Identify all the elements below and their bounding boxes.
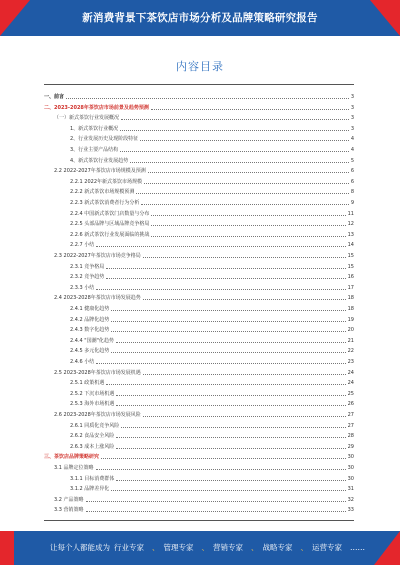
toc-entry-title: 2.2.6 新式茶饮行业发展面临的挑战 [70, 231, 150, 238]
toc-entry-title: 2.4.5 多元化趋势 [70, 348, 110, 355]
toc-entry-title: 2.6.3 成本上涨风险 [70, 443, 115, 450]
toc-entry-page: 15 [347, 263, 354, 270]
toc-entry-page: 28 [347, 433, 354, 440]
toc-entry-page: 30 [347, 454, 354, 461]
toc-leader-dots [143, 374, 346, 375]
toc-entry-page: 18 [347, 306, 354, 312]
footer-slogan [50, 542, 369, 553]
toc-leader-dots [151, 109, 349, 110]
toc-entry-title: 2.4.6 小结 [70, 359, 95, 365]
toc-top-rule [44, 84, 354, 85]
toc-entry-page: 29 [347, 443, 354, 450]
toc-entry-page: 30 [347, 465, 354, 471]
toc-entry-page: 5 [350, 157, 354, 164]
footer-item: 营销专家 [213, 543, 243, 552]
toc-leader-dots [120, 130, 349, 131]
toc-entry-page: 19 [347, 316, 354, 323]
toc-entry[interactable] [70, 209, 354, 217]
toc-leader-dots [106, 384, 345, 385]
toc-leader-dots [111, 310, 345, 311]
toc-entry-page: 20 [347, 327, 354, 334]
toc-entry-page: 11 [347, 210, 354, 217]
toc-entry-title: 4、新式茶饮行业发展趋势 [70, 157, 129, 164]
toc-entry[interactable] [70, 378, 354, 386]
toc-entry-page: 31 [347, 486, 354, 493]
footer-red-block-left [0, 531, 14, 565]
toc-entry[interactable] [54, 368, 354, 376]
toc-leader-dots [148, 172, 349, 173]
toc-entry-page: 3 [350, 104, 354, 111]
report-title: 新消费背景下茶饮店市场分析及品牌策略研究报告 [82, 12, 318, 24]
toc-entry-title: （一）新式茶饮行业发展概况 [54, 115, 120, 122]
toc-entry-title: 2、行业发展历史及现阶段特征 [70, 136, 139, 143]
toc-leader-dots [86, 501, 346, 502]
toc-entry-page: 25 [347, 390, 354, 397]
toc-entry[interactable] [54, 463, 354, 471]
footer-separator: 、 [152, 543, 160, 552]
toc-entry-page: 9 [350, 200, 354, 206]
toc-leader-dots [106, 268, 345, 269]
toc-entry-title: 2.2.1 2022年新式茶饮市场规模 [70, 178, 143, 185]
footer-separator: 、 [251, 543, 259, 552]
toc-entry[interactable] [70, 262, 354, 270]
toc-leader-dots [130, 162, 349, 163]
toc-entry-page: 15 [347, 253, 354, 259]
toc-entry-title: 2.2.7 小结 [70, 242, 95, 249]
footer-tail: …… [350, 543, 365, 552]
toc-entry-title: 2.4.1 健康化趋势 [70, 306, 110, 312]
toc-entry[interactable] [70, 399, 354, 407]
toc-leader-dots [116, 395, 345, 396]
toc-entry[interactable] [70, 346, 354, 354]
toc-leader-dots [116, 405, 345, 406]
toc-entry-title: 二、2023-2028年茶饮店市场前景及趋势预测 [44, 104, 149, 111]
toc-entry[interactable] [70, 156, 354, 164]
toc-entry-page: 33 [347, 507, 354, 514]
toc-entry[interactable] [70, 357, 354, 365]
toc-leader-dots [101, 458, 346, 459]
toc-entry[interactable] [54, 410, 354, 418]
toc-entry[interactable] [70, 198, 354, 206]
footer-lead: 让每个人都能成为 [50, 543, 110, 552]
toc-leader-dots [96, 246, 345, 247]
toc-leader-dots [121, 427, 345, 428]
toc-entry-page: 8 [350, 189, 354, 196]
toc-entry[interactable] [70, 187, 354, 195]
toc-entry-title: 一、前言 [44, 94, 65, 100]
toc-leader-dots [143, 299, 346, 300]
toc-entry-title: 2.6.2 食品安全风险 [70, 433, 115, 440]
toc-entry-title: 3、行业主要产品结构 [70, 147, 119, 153]
toc-entry[interactable] [70, 421, 354, 429]
toc-entry[interactable] [54, 166, 354, 174]
toc-entry-title: 3.1 品牌定位策略 [54, 465, 94, 471]
toc-entry-page: 32 [347, 496, 354, 503]
toc-entry-title: 2.2.3 新式茶饮消费者行为分析 [70, 200, 140, 206]
toc-leader-dots [140, 140, 349, 141]
toc-leader-dots [151, 225, 345, 226]
toc-entry-title: 2.5.3 海外市场机遇 [70, 401, 115, 408]
toc-entry-title: 2.6 2023-2028年茶饮店市场发展风险 [54, 412, 141, 418]
toc-entry-title: 2.4.3 数字化趋势 [70, 327, 110, 334]
toc-entry[interactable] [70, 124, 354, 132]
toc-entry-page: 3 [350, 115, 354, 122]
toc-entry-title: 2.3.3 小结 [70, 284, 95, 291]
toc-leader-dots [111, 490, 345, 491]
toc-entry[interactable] [70, 272, 354, 280]
toc-entry[interactable] [70, 283, 354, 291]
toc-entry-title: 2.2.5 头部品牌与区域品牌竞争格局 [70, 221, 150, 228]
toc-entry[interactable] [44, 452, 354, 460]
toc-entry[interactable] [54, 251, 354, 259]
toc-leader-dots [143, 416, 346, 417]
toc-entry-title: 3.3 营销策略 [54, 507, 84, 514]
toc-entry[interactable] [70, 474, 354, 482]
toc-entry-page: 23 [347, 359, 354, 365]
toc-entry[interactable] [70, 177, 354, 185]
toc-entry-page: 21 [347, 337, 354, 344]
report-footer [0, 531, 400, 565]
toc-entry-title: 2.5.2 下沉市场机遇 [70, 390, 115, 397]
footer-separator: 、 [201, 543, 209, 552]
footer-item: 运营专家 [312, 543, 342, 552]
toc-entry-title: 1、新式茶饮行业概况 [70, 125, 119, 132]
toc-entry-page: 18 [347, 295, 354, 302]
toc-leader-dots [151, 215, 345, 216]
toc-entry-title: 2.2 2022-2027年茶饮店市场规模及预测 [54, 168, 146, 175]
toc-entry-page: 16 [347, 274, 354, 281]
toc-leader-dots [116, 480, 345, 481]
toc-leader-dots [96, 363, 345, 364]
toc-entry-title: 2.3.1 竞争格局 [70, 263, 105, 270]
footer-item: 战略专家 [262, 543, 293, 552]
toc-leader-dots [96, 469, 346, 470]
toc-entry-title: 2.2.2 新式茶饮市场规模预测 [70, 189, 135, 196]
toc-entry-title: 3.1.1 目标消费群体 [70, 475, 115, 482]
toc-leader-dots [151, 236, 345, 237]
toc-leader-dots [66, 98, 349, 99]
toc-entry-title: 2.6.1 同质化竞争风险 [70, 422, 120, 429]
toc-entry-title: 2.3 2022-2027年茶饮店市场竞争格局 [54, 253, 141, 259]
toc-entry-page: 27 [347, 412, 354, 418]
toc-leader-dots [136, 193, 348, 194]
toc-leader-dots [116, 437, 345, 438]
toc-entry-page: 3 [350, 94, 354, 100]
report-header [0, 0, 400, 36]
toc-entry-page: 4 [350, 136, 354, 143]
toc-entry[interactable] [70, 315, 354, 323]
toc-leader-dots [111, 331, 345, 332]
toc-entry-page: 6 [350, 168, 354, 175]
toc-leader-dots [106, 278, 345, 279]
toc-entry[interactable] [70, 431, 354, 439]
toc-leader-dots [111, 321, 345, 322]
toc-entry[interactable] [54, 495, 354, 503]
toc-entry-page: 13 [347, 231, 354, 238]
toc-leader-dots [121, 119, 349, 120]
toc-entry-title: 2.4.2 品牌化趋势 [70, 316, 110, 323]
toc-leader-dots [111, 352, 345, 353]
toc-leader-dots [116, 448, 345, 449]
toc-entry-title: 2.5.1 政策机遇 [70, 380, 105, 387]
toc-leader-dots [96, 289, 345, 290]
toc-entry[interactable] [44, 103, 354, 111]
footer-red-corner-right [374, 531, 400, 565]
toc-entry[interactable] [70, 240, 354, 248]
toc-entry-title: 3.2 产品策略 [54, 496, 84, 503]
toc-leader-dots [144, 183, 349, 184]
toc-entry[interactable] [70, 304, 354, 312]
toc-entry[interactable] [70, 389, 354, 397]
toc-entry-page: 27 [347, 422, 354, 429]
toc-entry-page: 12 [347, 221, 354, 228]
toc-heading: 内容目录 [176, 60, 224, 73]
toc-entry-page: 24 [347, 380, 354, 387]
toc-bottom-rule [44, 520, 354, 521]
footer-item: 管理专家 [163, 543, 194, 552]
footer-item: 行业专家 [114, 543, 144, 552]
toc-entry-page: 30 [347, 475, 354, 482]
toc-entry[interactable] [70, 442, 354, 450]
toc-entry[interactable] [70, 325, 354, 333]
toc-leader-dots [141, 204, 348, 205]
toc-entry-title: 2.2.4 中国新式茶饮门店数量与分布 [70, 210, 150, 217]
toc-entry-page: 22 [347, 348, 354, 355]
toc-entry[interactable] [54, 293, 354, 301]
toc-entry-page: 24 [347, 369, 354, 376]
toc-entry[interactable] [70, 145, 354, 153]
toc-entry-page: 26 [347, 401, 354, 408]
toc-entry-title: 2.4.4 "国潮"化趋势 [70, 337, 114, 344]
toc-entry-page: 4 [350, 147, 354, 153]
toc-entry[interactable] [70, 336, 354, 344]
toc-entry[interactable] [70, 484, 354, 492]
toc-entry[interactable] [44, 92, 354, 100]
toc-entry-page: 3 [350, 125, 354, 132]
toc-entry-page: 17 [347, 284, 354, 291]
toc-entry-title: 3.1.2 品牌差异化 [70, 486, 110, 493]
toc-entry-page: 14 [347, 242, 354, 249]
toc-entry-title: 2.4 2023-2028年茶饮店市场发展趋势 [54, 295, 141, 302]
toc-entry[interactable] [70, 219, 354, 227]
toc-entry-title: 三、茶饮店品牌策略研究 [44, 454, 100, 461]
toc-entry[interactable] [70, 134, 354, 142]
toc-leader-dots [86, 511, 346, 512]
toc-leader-dots [120, 151, 349, 152]
toc-entry-title: 2.3.2 竞争趋势 [70, 274, 105, 281]
toc-leader-dots [116, 342, 346, 343]
toc-leader-dots [143, 257, 346, 258]
toc-entry[interactable] [70, 230, 354, 238]
toc-entry[interactable] [54, 113, 354, 121]
toc-entry[interactable] [54, 505, 354, 513]
footer-separator: 、 [300, 543, 308, 552]
toc-entry-title: 2.5 2023-2028年茶饮店市场发展机遇 [54, 369, 141, 376]
toc-entry-page: 6 [350, 178, 354, 185]
